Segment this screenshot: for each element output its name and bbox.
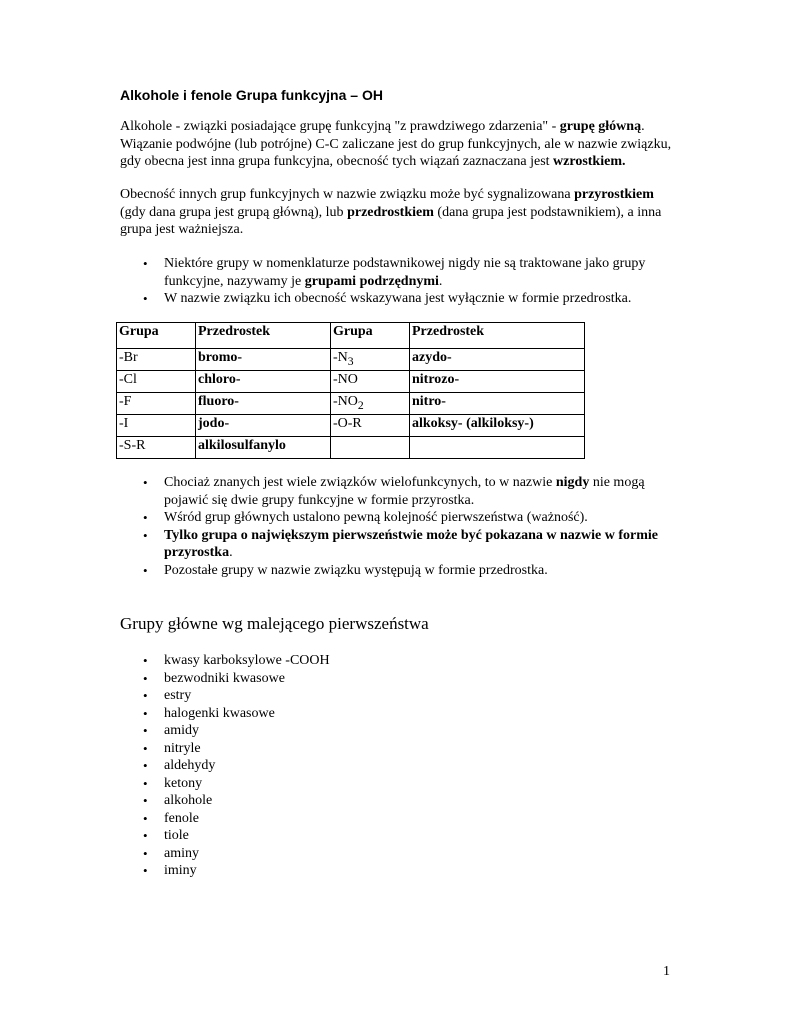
list-item (140, 862, 680, 880)
group-cell (331, 437, 410, 459)
list-item (140, 705, 680, 723)
column-header: Przedrostek (410, 323, 585, 349)
list-item (140, 740, 680, 758)
prefix-cell: alkoksy- (alkiloksy-) (410, 415, 585, 437)
prefix-cell: azydo- (410, 349, 585, 371)
list-item (140, 290, 680, 308)
bold-text: nigdy (555, 475, 590, 490)
prefix-cell: bromo- (196, 349, 331, 371)
text: (gdy dana grupa jest grupą główną), lub (120, 204, 348, 220)
table-header-row (117, 323, 585, 349)
text: nie mogą pojawić się dwie grupy funkcyjne w formie przyrostka. (164, 475, 645, 508)
list-item (140, 474, 680, 509)
text: -O-R (333, 416, 362, 431)
section-heading: Grupy główne wg malejącego pierwszeństwa (120, 614, 429, 633)
text: Pozostałe grupy w nazwie związku występują w formie przedrostka. (164, 562, 548, 578)
bullet-icon: • (143, 828, 148, 843)
bullet-icon: • (143, 810, 148, 826)
subscript: 2 (357, 398, 364, 412)
prefix-cell: chloro- (196, 371, 331, 393)
list-item (140, 670, 680, 688)
text: -NO (333, 372, 358, 387)
bullet-icon: • (143, 740, 148, 756)
group-cell (331, 393, 410, 415)
text: kwasy karboksylowe -COOH (164, 653, 330, 668)
subordinate-groups-list (140, 255, 680, 308)
column-header: Przedrostek (196, 323, 331, 349)
prefix-cell: alkilosulfanylo (196, 437, 331, 459)
group-cell: -Cl (117, 371, 196, 393)
group-cell: -I (117, 415, 196, 437)
subscript: 3 (347, 354, 354, 368)
main-groups-list (140, 652, 680, 880)
list-item (140, 562, 680, 580)
prefix-cell: jodo- (196, 415, 331, 437)
table-row (117, 393, 585, 415)
text: -NO (333, 394, 358, 409)
text: halogenki kwasowe (164, 705, 275, 721)
prefix-suffix-paragraph (120, 186, 680, 239)
bold-text: przedrostkiem (347, 204, 434, 220)
text: nitryle (164, 740, 201, 756)
text: (dana grupa jest podstawnikiem), a inna grupa jest ważniejsza. (120, 204, 662, 237)
text: . (229, 545, 233, 560)
bullet-icon: • (143, 527, 148, 543)
list-item (140, 687, 680, 705)
bullet-icon: • (143, 723, 148, 738)
bullet-icon: • (143, 863, 148, 878)
bullet-icon: • (143, 705, 148, 721)
list-item (140, 757, 680, 775)
group-cell: -F (117, 393, 196, 415)
prefix-cell: nitrozo- (410, 371, 585, 393)
group-cell (331, 415, 410, 437)
bullet-icon: • (143, 670, 148, 686)
list-item (140, 792, 680, 810)
bullet-icon: • (143, 775, 148, 791)
prefix-table (116, 322, 585, 459)
group-cell: -S-R (117, 437, 196, 459)
group-cell: -Br (117, 349, 196, 371)
bullet-icon: • (143, 653, 148, 668)
page-title: Alkohole i fenole Grupa funkcyjna – OH (120, 87, 383, 103)
bullet-icon: • (143, 845, 148, 861)
text: alkohole (164, 793, 213, 808)
text: ketony (164, 775, 203, 791)
bold-text: Tylko grupa o największym pierwszeństwie może być pokazana w nazwie w formie przyrostka (164, 527, 658, 560)
bullet-icon: • (143, 758, 148, 773)
text: amidy (164, 723, 199, 738)
text: aldehydy (164, 758, 216, 773)
bullet-icon: • (143, 510, 148, 525)
rules-list (140, 474, 680, 579)
bold-text: grupę główną (559, 119, 642, 134)
column-header: Grupa (331, 323, 410, 349)
text: Niektóre grupy w nomenklaturze podstawnikowej nigdy nie są traktowane jako grupy funkcyjne, nazywamy je (164, 256, 646, 289)
intro-paragraph (120, 118, 680, 171)
text: Alkohole - związki posiadające grupę funkcyjną "z prawdziwego zdarzenia" - (120, 119, 560, 134)
text: estry (164, 688, 192, 703)
bullet-icon: • (143, 688, 148, 703)
text: tiole (164, 828, 189, 843)
table-row (117, 349, 585, 371)
bullet-icon: • (143, 793, 148, 808)
text: fenole (164, 810, 199, 826)
list-item (140, 527, 680, 562)
text: aminy (164, 845, 199, 861)
bullet-icon: • (143, 562, 148, 578)
table-row (117, 437, 585, 459)
bullet-icon: • (143, 256, 148, 271)
prefix-cell (410, 437, 585, 459)
bold-text: wzrostkiem. (553, 154, 626, 169)
list-item (140, 652, 680, 670)
list-item (140, 775, 680, 793)
prefix-cell: fluoro- (196, 393, 331, 415)
text: Chociaż znanych jest wiele związków wielofunkcynych, to w nazwie (164, 475, 556, 490)
column-header: Grupa (117, 323, 196, 349)
text: iminy (164, 863, 197, 878)
text: Wśród grup głównych ustalono pewną kolejność pierwszeństwa (ważność). (164, 510, 588, 525)
text: bezwodniki kwasowe (164, 670, 285, 686)
list-item (140, 722, 680, 740)
group-cell (331, 371, 410, 393)
bullet-icon: • (143, 475, 148, 490)
bold-text: grupami podrzędnymi (304, 273, 439, 289)
text: -N (333, 350, 348, 365)
list-item (140, 827, 680, 845)
text: W nazwie związku ich obecność wskazywana jest wyłącznie w formie przedrostka. (164, 291, 632, 306)
page-number: 1 (663, 964, 670, 979)
group-cell (331, 349, 410, 371)
text: . (438, 273, 443, 289)
list-item (140, 509, 680, 527)
table-row (117, 415, 585, 437)
bold-text: przyrostkiem (574, 187, 654, 202)
list-item (140, 810, 680, 828)
text: . Wiązanie podwójne (lub potrójne) C-C zaliczane jest do grup funkcyjnych, ale w nazwie związku, gdy obecna jest inna grupa funkcyjna, obecność tych wiązań zaznaczana jest (120, 119, 672, 169)
list-item (140, 845, 680, 863)
text: Obecność innych grup funkcyjnych w nazwie związku może być sygnalizowana (120, 187, 575, 202)
prefix-cell: nitro- (410, 393, 585, 415)
bullet-icon: • (143, 291, 148, 306)
table-row (117, 371, 585, 393)
list-item (140, 255, 680, 290)
